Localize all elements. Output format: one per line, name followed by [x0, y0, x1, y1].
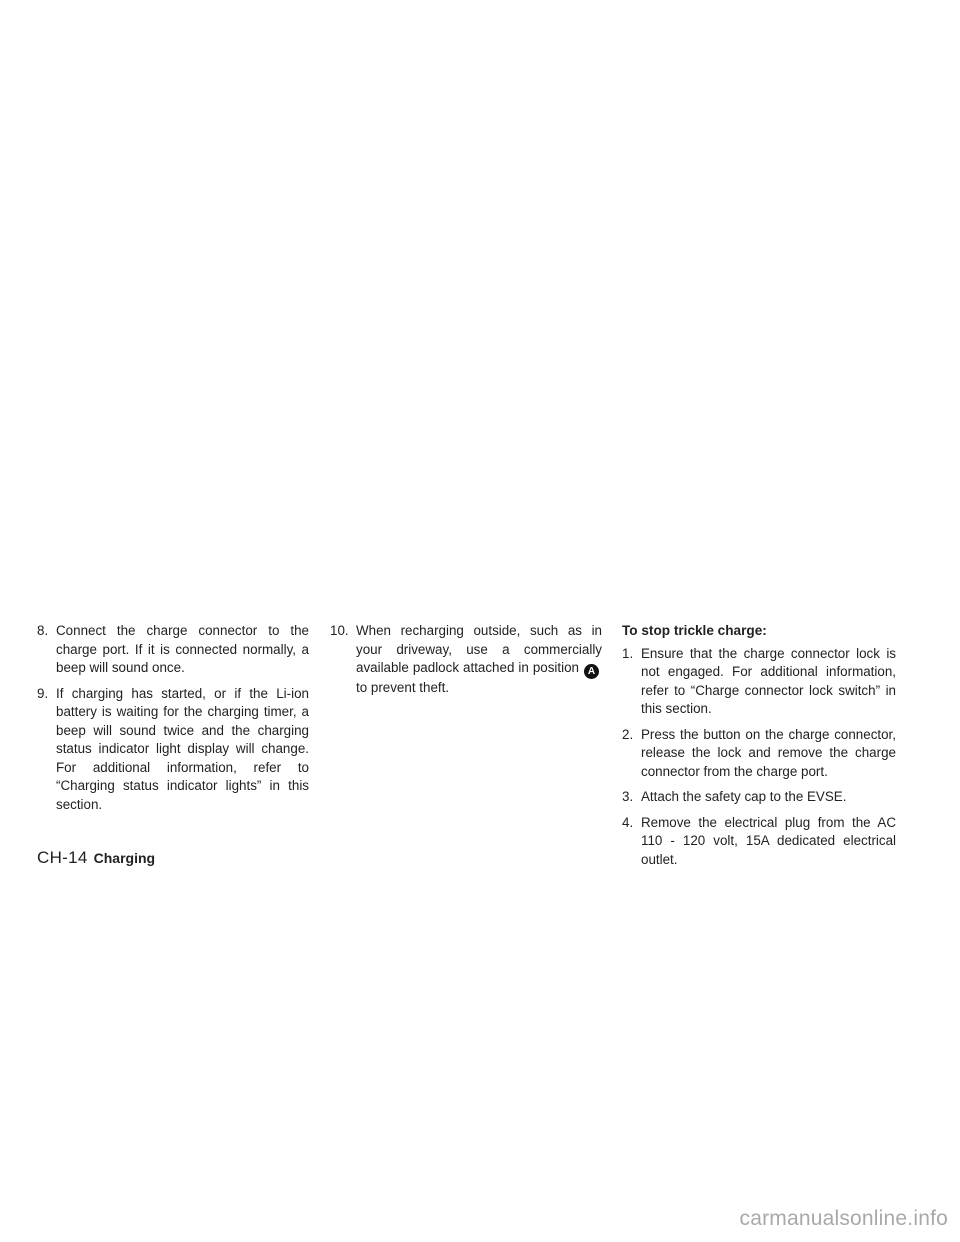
section-heading: To stop trickle charge:: [622, 623, 767, 638]
column-right: [622, 622, 896, 876]
step-number: 9.: [37, 685, 49, 701]
watermark: carmanualsonline.info: [739, 1207, 948, 1230]
step-text-after: to prevent theft.: [356, 680, 450, 695]
step-9: [37, 685, 309, 815]
step-text: Attach the safety cap to the EVSE.: [641, 789, 847, 804]
page-footer: [37, 848, 155, 868]
step-number: 10.: [330, 623, 349, 638]
step-text: Connect the charge connector to the charge port. If it is connected normally, a beep will sound once.: [56, 623, 309, 675]
step-number: 3.: [622, 789, 634, 804]
step-number: 2.: [622, 726, 634, 742]
callout-a-icon: A: [584, 664, 599, 679]
stop-step-2: [622, 726, 896, 782]
step-text: Ensure that the charge connector lock is not engaged. For additional information, refer to “Charge connector lock switch” in this section.: [641, 645, 896, 716]
stop-step-1: [622, 645, 896, 719]
step-number: 4.: [622, 814, 634, 830]
step-text: If charging has started, or if the Li-ion battery is waiting for the charging timer, a beep will sound twice and the charging status indicator light display will change. For additional information, refer to “Charging status indicator lights” in this section.: [56, 685, 309, 812]
step-text-before: When recharging outside, such as in your driveway, use a commercially available padlock attached in position: [356, 623, 602, 675]
step-text: Press the button on the charge connector, release the lock and remove the charge connector from the charge port.: [641, 726, 896, 779]
stop-step-3: [622, 788, 896, 807]
page-number: CH-14: [37, 848, 88, 867]
step-number: 8.: [37, 623, 49, 638]
step-8: [37, 622, 309, 678]
column-left: [37, 622, 309, 821]
step-text: [356, 622, 602, 698]
step-number: 1.: [622, 645, 634, 661]
step-10: [330, 622, 602, 698]
step-text: Remove the electrical plug from the AC 110 - 120 volt, 15A dedicated electrical outlet.: [641, 814, 896, 867]
stop-step-4: [622, 814, 896, 870]
column-middle: [330, 622, 602, 705]
chapter-name: Charging: [93, 850, 156, 866]
